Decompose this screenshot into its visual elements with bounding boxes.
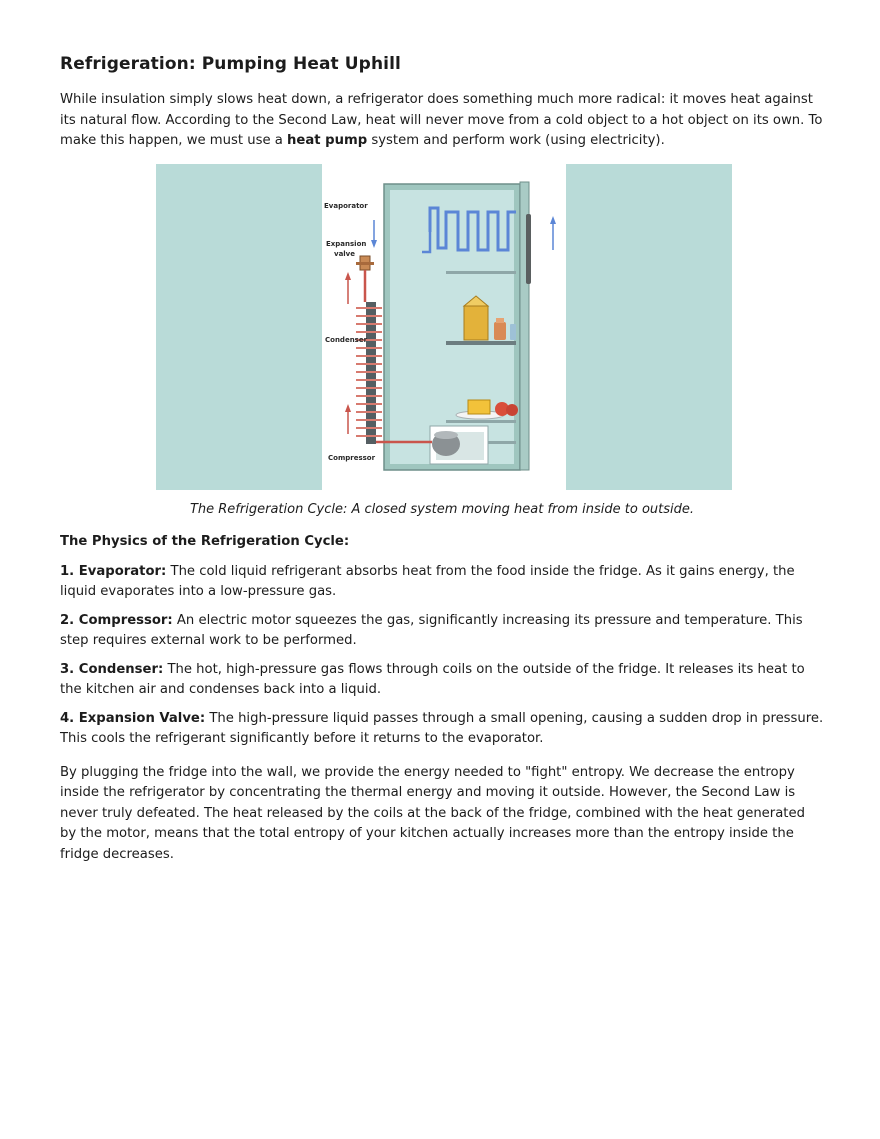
step-label: 2. Compressor:: [60, 612, 173, 628]
figure-caption: The Refrigeration Cycle: A closed system moving heat from inside to outside.: [189, 501, 695, 517]
refrigeration-figure: [60, 164, 824, 492]
section-subheading: The Physics of the Refrigeration Cycle:: [60, 534, 350, 549]
step-compressor: [60, 611, 824, 652]
closing-paragraph: By plugging the fridge into the wall, we provide the energy needed to "fight" entropy. We decrease the entropy inside the refrigerator by concentrating the thermal energy and moving it outside. However, the Second Law is never truly defeated. The heat released by the coils at the back of the fridge, combined with the heat generated by the motor, means that the total entropy of your kitchen actually increases more than the entropy inside the fridge decreases.: [60, 764, 805, 862]
step-text: The cold liquid refrigerant absorbs heat from the food inside the fridge. As it gains energy, the liquid evaporates into a low-pressure gas.: [60, 563, 795, 599]
expansion-valve-label-line2: valve: [334, 249, 355, 258]
step-condenser: [60, 660, 824, 701]
compressor-label: Compressor: [328, 453, 376, 462]
figure-panel-left: [156, 164, 322, 490]
step-text: An electric motor squeezes the gas, significantly increasing its pressure and temperature. This step requires external work to be performed.: [60, 612, 803, 648]
page-title: Refrigeration: Pumping Heat Uphill: [60, 54, 401, 74]
step-text: The high-pressure liquid passes through a small opening, causing a sudden drop in pressure. This cools the refrigerant significantly before it returns to the evaporator.: [60, 710, 824, 746]
figure-panel-right: [566, 164, 732, 490]
document-page: [60, 54, 824, 865]
step-text: The hot, high-pressure gas flows through coils on the outside of the fridge. It releases its heat to the kitchen air and condenses back into a liquid.: [60, 661, 805, 697]
step-evaporator: [60, 562, 824, 603]
evaporator-label: Evaporator: [324, 201, 368, 210]
intro-text-end: system and perform work (using electricity).: [367, 133, 665, 148]
condenser-label: Condenser: [325, 335, 368, 344]
step-label: 3. Condenser:: [60, 661, 164, 677]
step-label: 4. Expansion Valve:: [60, 710, 206, 726]
heat-pump-term: heat pump: [287, 133, 368, 148]
intro-text-start: While insulation simply slows heat down, a refrigerator does something much more radical: it moves heat against its natural flow. According to the Second Law, heat will never move from a cold object to a hot object on its own. To make this happen, we must use a: [60, 92, 823, 148]
expansion-valve-label-line1: Expansion: [326, 239, 367, 248]
step-expansion-valve: [60, 709, 824, 750]
step-label: 1. Evaporator:: [60, 563, 167, 579]
fridge-diagram: [322, 164, 566, 490]
intro-paragraph: [60, 90, 824, 152]
